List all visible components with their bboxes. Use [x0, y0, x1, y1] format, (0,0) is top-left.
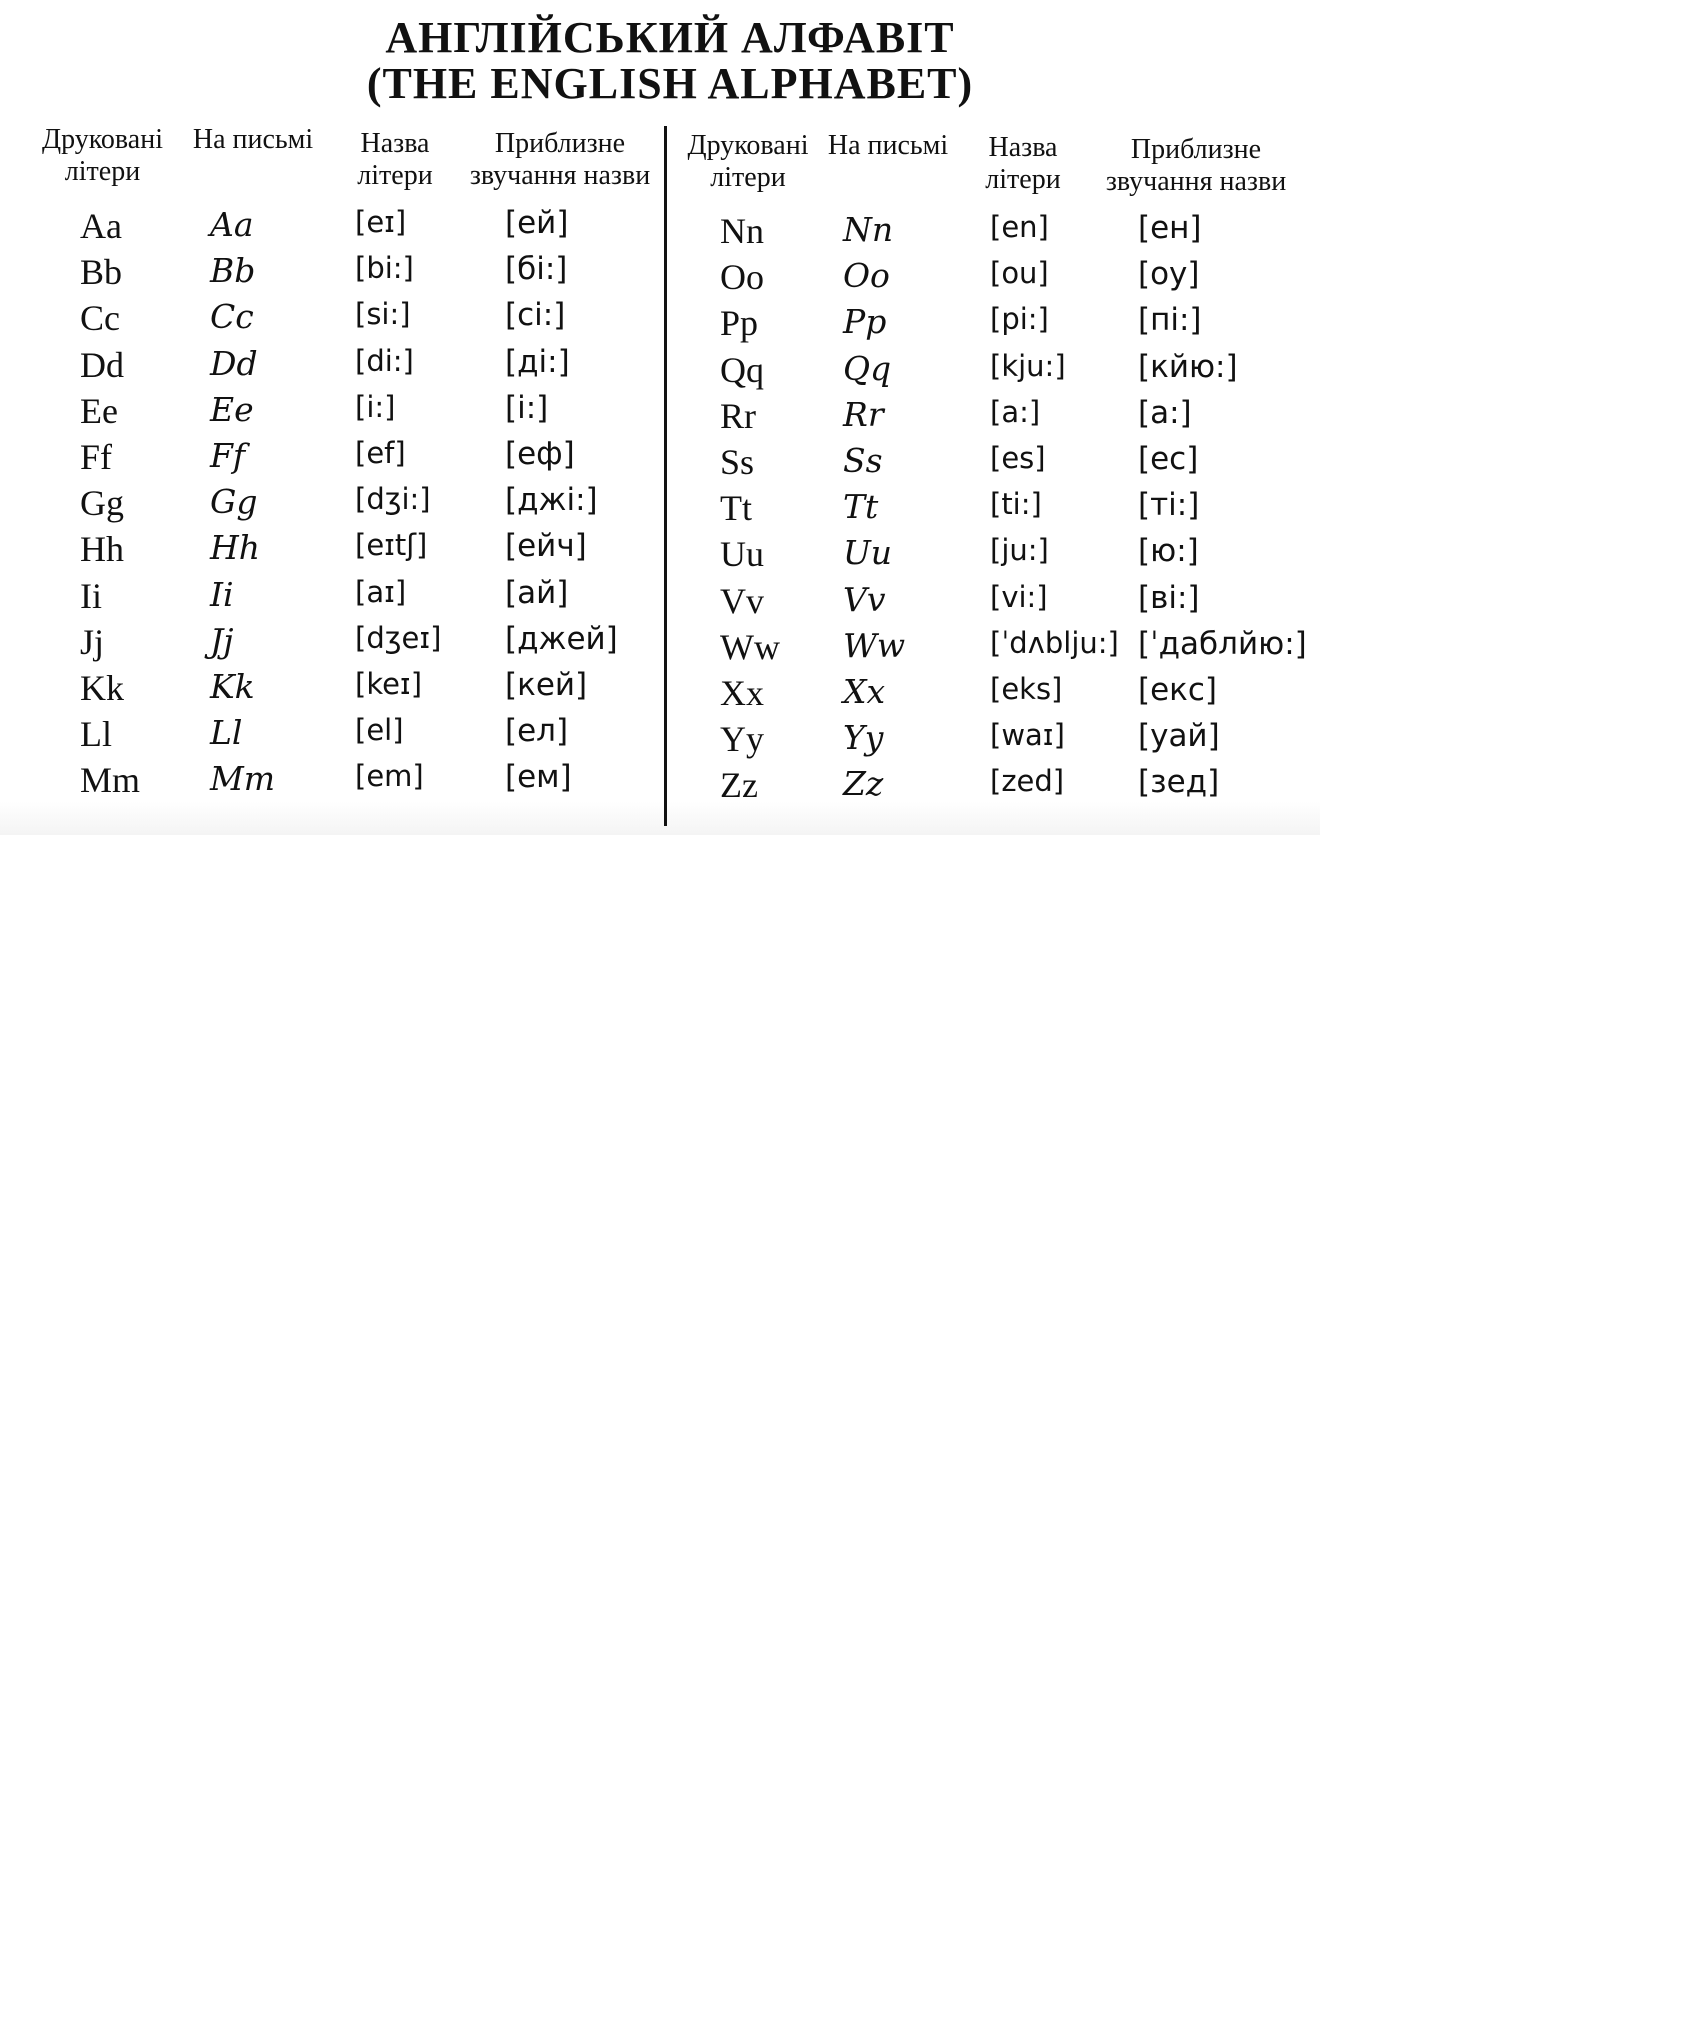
handwritten-letter: Rr	[843, 394, 884, 434]
printed-letter: Qq	[720, 349, 764, 390]
letter-name-transcription: [dʒi:]	[355, 482, 431, 517]
letter-row	[668, 441, 1313, 487]
letter-row	[10, 297, 665, 343]
printed-letter: Yy	[720, 719, 764, 760]
handwritten-letter: Bb	[210, 251, 256, 291]
letter-row	[668, 395, 1313, 441]
handwritten-letter: Mm	[210, 759, 276, 799]
title-english: (THE ENGLISH ALPHABET)	[366, 59, 974, 108]
header-letter-name: Назва літери	[985, 132, 1061, 195]
letter-row	[668, 533, 1313, 579]
printed-letter: Tt	[720, 488, 752, 529]
handwritten-letter: Ss	[843, 441, 883, 480]
letter-name-transcription: [dʒeɪ]	[355, 620, 442, 655]
handwritten-letter: Ww	[843, 625, 906, 665]
approximate-sound: [ˈдаблйю:]	[1138, 625, 1307, 662]
letter-name-transcription: [em]	[355, 759, 424, 794]
header-handwritten: На письмі	[827, 130, 949, 161]
handwritten-letter: Xx	[843, 672, 886, 711]
approximate-sound: [ю:]	[1138, 533, 1199, 570]
letter-name-transcription: [el]	[355, 713, 404, 748]
printed-letter: Jj	[80, 621, 105, 662]
header-printed-letters: Друковані літери	[687, 130, 809, 193]
letter-name-transcription: [eɪ]	[355, 205, 407, 239]
handwritten-letter: Ll	[210, 713, 243, 753]
handwritten-letter: Pp	[843, 302, 887, 342]
letter-name-transcription: [ti:]	[990, 487, 1042, 522]
printed-letter: Zz	[720, 765, 758, 806]
letter-name-transcription: [di:]	[355, 343, 414, 378]
approximate-sound: [ті:]	[1138, 487, 1200, 524]
approximate-sound: [пі:]	[1138, 302, 1202, 339]
printed-letter: Ww	[720, 626, 780, 667]
approximate-sound: [кей]	[505, 667, 588, 703]
handwritten-letter: Qq	[843, 348, 892, 388]
handwritten-letter: Ii	[210, 574, 234, 614]
letter-row	[10, 713, 665, 759]
handwritten-letter: Jj	[210, 620, 234, 660]
letter-row	[10, 575, 665, 621]
approximate-sound: [ай]	[505, 574, 569, 611]
printed-letter: Ll	[80, 714, 112, 755]
letter-name-transcription: [a:]	[990, 394, 1041, 429]
header-approximate-sound: Приблизне звучання назви	[1105, 134, 1287, 197]
printed-letter: Rr	[720, 395, 756, 436]
letter-name-transcription: [aɪ]	[355, 574, 407, 609]
letter-name-transcription: [es]	[990, 441, 1046, 475]
letter-name-transcription: [ˈdʌblju:]	[990, 625, 1119, 660]
approximate-sound: [джей]	[505, 620, 618, 657]
printed-letter: Ii	[80, 575, 102, 616]
approximate-sound: [і:]	[505, 389, 549, 426]
letter-row	[668, 256, 1313, 302]
approximate-sound: [бі:]	[505, 251, 568, 288]
letter-name-transcription: [kju:]	[990, 348, 1066, 383]
letter-row	[10, 344, 665, 390]
letter-row	[10, 759, 665, 805]
header-printed-letters: Друковані літери	[42, 124, 163, 187]
letter-row	[668, 764, 1313, 810]
approximate-sound: [ей]	[505, 205, 569, 241]
letter-name-transcription: [i:]	[355, 389, 396, 424]
printed-letter: Kk	[80, 668, 124, 708]
letter-row	[668, 210, 1313, 256]
header-handwritten: На письмі	[192, 124, 314, 155]
handwritten-letter: Kk	[210, 667, 255, 706]
letter-name-transcription: [ju:]	[990, 533, 1049, 568]
approximate-sound: [ем]	[505, 759, 572, 796]
letter-row	[10, 205, 665, 251]
handwritten-letter: Gg	[210, 482, 258, 522]
column-divider	[664, 126, 667, 826]
handwritten-letter: Vv	[843, 579, 886, 619]
letter-row	[10, 621, 665, 667]
handwritten-letter: Dd	[210, 343, 258, 383]
header-letter-name: Назва літери	[357, 128, 433, 191]
handwritten-letter: Aa	[210, 205, 254, 244]
handwritten-letter: Oo	[843, 256, 890, 296]
printed-letter: Cc	[80, 298, 120, 339]
letter-row	[10, 251, 665, 297]
printed-letter: Aa	[80, 206, 122, 246]
handwritten-letter: Yy	[843, 718, 884, 758]
approximate-sound: [ен]	[1138, 210, 1202, 246]
printed-letter: Hh	[80, 529, 124, 570]
letter-row	[668, 487, 1313, 533]
printed-letter: Pp	[720, 303, 759, 344]
handwritten-letter: Zz	[843, 764, 884, 804]
handwritten-letter: Nn	[843, 210, 894, 249]
letter-name-transcription: [eɪtʃ]	[355, 528, 428, 563]
letter-row	[10, 482, 665, 528]
letter-name-transcription: [pi:]	[990, 302, 1049, 337]
letter-name-transcription: [ef]	[355, 436, 406, 470]
letter-name-transcription: [keɪ]	[355, 667, 423, 701]
approximate-sound: [ес]	[1138, 441, 1199, 477]
approximate-sound: [ві:]	[1138, 579, 1200, 616]
printed-letter: Bb	[80, 252, 123, 293]
handwritten-letter: Ff	[210, 436, 246, 475]
handwritten-letter: Uu	[843, 533, 893, 573]
approximate-sound: [ел]	[505, 713, 569, 750]
approximate-sound: [сі:]	[505, 297, 566, 334]
approximate-sound: [екс]	[1138, 672, 1218, 708]
handwritten-letter: Tt	[843, 487, 879, 527]
letter-row	[668, 718, 1313, 764]
approximate-sound: [кйю:]	[1138, 348, 1238, 385]
printed-letter: Nn	[720, 211, 764, 251]
printed-letter: Vv	[720, 580, 764, 621]
printed-letter: Dd	[80, 344, 124, 385]
approximate-sound: [уай]	[1138, 718, 1220, 755]
printed-letter: Ee	[80, 390, 118, 431]
header-approximate-sound: Приблизне звучання назви	[469, 128, 651, 191]
approximate-sound: [ді:]	[505, 343, 570, 380]
letter-name-transcription: [waɪ]	[990, 718, 1065, 753]
letter-name-transcription: [en]	[990, 210, 1049, 244]
printed-letter: Xx	[720, 673, 764, 713]
letter-name-transcription: [ou]	[990, 256, 1049, 291]
letter-row	[10, 528, 665, 574]
letter-row	[10, 390, 665, 436]
handwritten-letter: Cc	[210, 297, 254, 337]
letter-row	[668, 672, 1313, 718]
approximate-sound: [еф]	[505, 436, 575, 472]
printed-letter: Gg	[80, 483, 124, 524]
approximate-sound: [джі:]	[505, 482, 598, 519]
letter-row	[10, 436, 665, 482]
letter-name-transcription: [zed]	[990, 764, 1065, 799]
letter-row	[668, 626, 1313, 672]
approximate-sound: [а:]	[1138, 394, 1192, 431]
letter-row	[668, 302, 1313, 348]
handwritten-letter: Hh	[210, 528, 261, 568]
handwritten-letter: Ee	[210, 389, 254, 429]
approximate-sound: [ейч]	[505, 528, 587, 565]
letter-row	[10, 667, 665, 713]
letter-name-transcription: [vi:]	[990, 579, 1048, 614]
printed-letter: Ss	[720, 442, 755, 482]
letter-row	[668, 349, 1313, 395]
letter-row	[668, 580, 1313, 626]
letter-name-transcription: [eks]	[990, 672, 1063, 706]
approximate-sound: [оу]	[1138, 256, 1200, 293]
title-ukrainian: АНГЛІЙСЬКИЙ АЛФАВІТ	[385, 13, 955, 62]
letter-name-transcription: [bi:]	[355, 251, 414, 286]
printed-letter: Ff	[80, 437, 113, 477]
printed-letter: Oo	[720, 257, 764, 298]
approximate-sound: [зед]	[1138, 764, 1220, 801]
letter-name-transcription: [si:]	[355, 297, 411, 332]
printed-letter: Uu	[720, 534, 764, 575]
printed-letter: Mm	[80, 760, 141, 801]
